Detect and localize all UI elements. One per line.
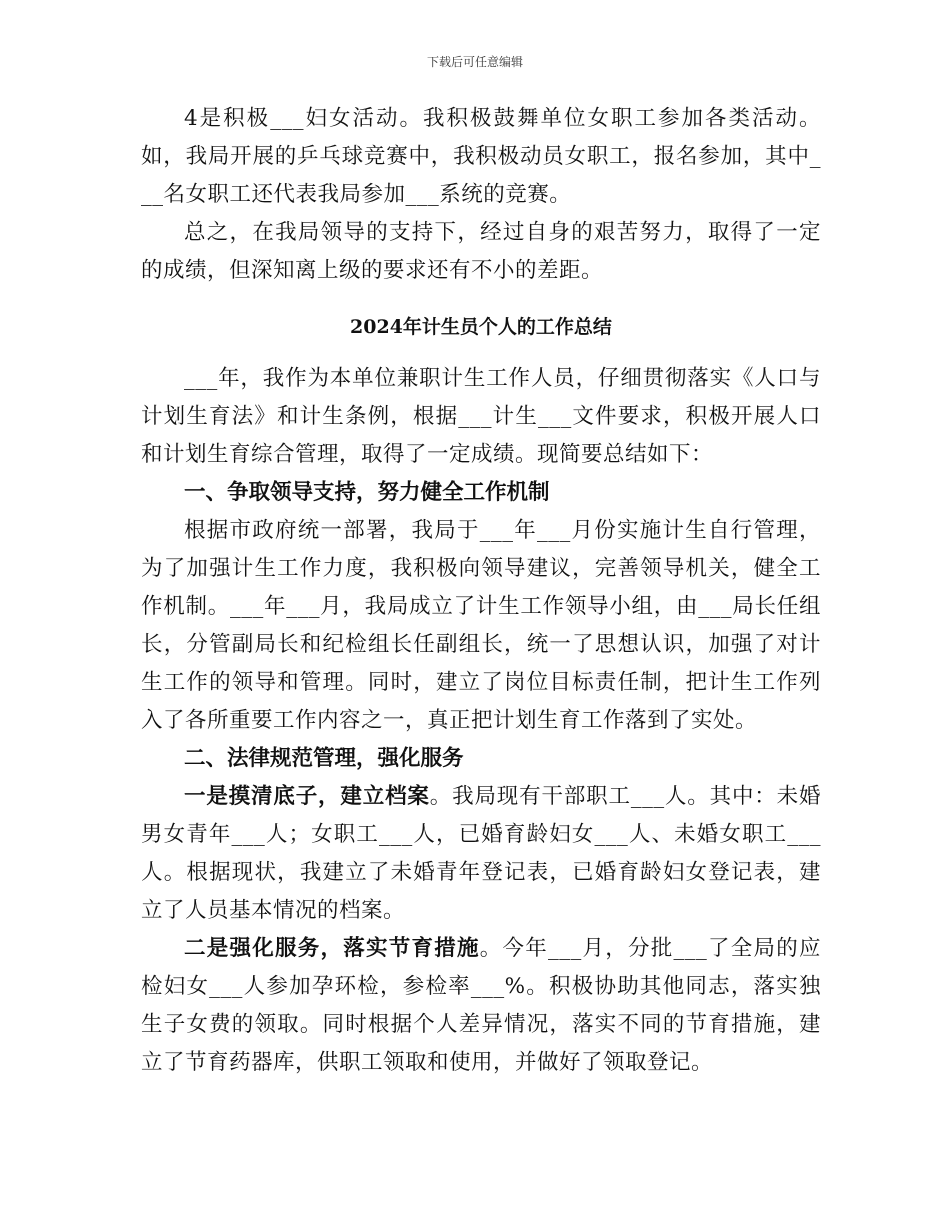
item-2-text: 。今年___月，分批___了全局的应检妇女___人参加孕环检，参检率___%。积极协助其他同志，落实独生子女费的领取。同时根据个人差异情况，落实不同的节育措施，建立了节育药器库，供职工领取和使用，并做好了领取登记。 bbox=[141, 936, 821, 1075]
paragraph-conclusion: 总之，在我局领导的支持下，经过自身的艰苦努力，取得了一定的成绩，但深知离上级的要求还有不小的差距。 bbox=[141, 220, 821, 283]
item-1-text: 。我局现有干部职工___人。其中：未婚男女青年___人；女职工___人，已婚育龄妇女___人、未婚女职工___人。根据现状，我建立了未婚青年登记表，已婚育龄妇女登记表，建立了人员基本情况的档案。 bbox=[141, 784, 821, 923]
item-2-lead: 二是强化服务，落实节育措施 bbox=[184, 936, 480, 961]
paragraph-intro: ___年，我作为本单位兼职计生工作人员，仔细贯彻落实《人口与计划生育法》和计生条例，根据___计生___文件要求，积极开展人口和计划生育综合管理，取得了一定成绩。现简要总结如下： bbox=[141, 366, 821, 467]
document-body bbox=[141, 100, 821, 1082]
paragraph-item-1 bbox=[141, 778, 821, 930]
document-title: 2024年计生员个人的工作总结 bbox=[350, 316, 612, 338]
section-heading-1: 一、争取领导支持，努力健全工作机制 bbox=[184, 480, 550, 505]
paragraph-leadership: 根据市政府统一部署，我局于___年___月份实施计生自行管理，为了加强计生工作力度，我积极向领导建议，完善领导机关，健全工作机制。___年___月，我局成立了计生工作领导小组，由___局长任组长，分管副局长和纪检组长任副组长，统一了思想认识，加强了对计生工作的领导和管理。同时，建立了岗位目标责任制，把计生工作列入了各所重要工作内容之一，真正把计划生育工作落到了实处。 bbox=[141, 518, 821, 733]
paragraph-women-activities: 4是积极___妇女活动。我积极鼓舞单位女职工参加各类活动。如，我局开展的乒乓球竞赛中，我积极动员女职工，报名参加，其中___名女职工还代表我局参加___系统的竞赛。 bbox=[141, 106, 821, 207]
section-heading-2: 二、法律规范管理，强化服务 bbox=[184, 746, 464, 771]
paragraph-item-2 bbox=[141, 930, 821, 1082]
item-1-lead: 一是摸清底子，建立档案 bbox=[184, 784, 430, 809]
page-header: 下载后可任意编辑 bbox=[426, 55, 523, 69]
